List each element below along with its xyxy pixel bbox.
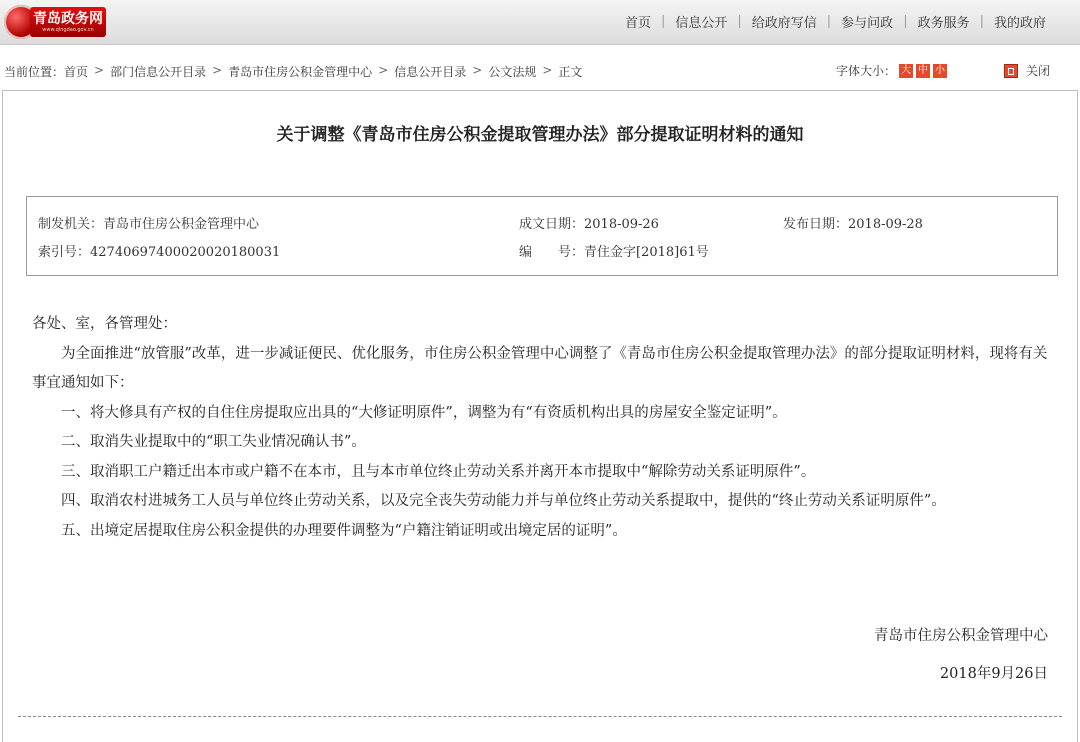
signature-org: 青岛市住房公积金管理中心	[874, 628, 1048, 644]
font-small-button[interactable]: 小	[935, 64, 946, 76]
meta-written-date: 成文日期：2018-09-26	[519, 217, 659, 232]
nav-info-public[interactable]: 信息公开	[675, 16, 728, 31]
top-header	[0, 0, 1080, 45]
signature-date: 2018年9月26日	[939, 666, 1048, 682]
meta-doc-no-value: 青住金字[2018]61号	[584, 245, 709, 260]
breadcrumb-regulations[interactable]: 公文法规	[488, 65, 537, 79]
meta-issuer: 制发机关：青岛市住房公积金管理中心	[38, 217, 260, 232]
breadcrumb-separator: >	[212, 63, 223, 77]
salutation: 各处、室，各管理处：	[32, 316, 177, 332]
breadcrumb-separator: >	[472, 63, 483, 77]
document-meta-box	[26, 196, 1058, 276]
nav-separator: |	[903, 14, 908, 29]
breadcrumb-bar	[0, 56, 1080, 88]
nav-my-government[interactable]: 我的政府	[993, 16, 1046, 31]
item-4: 四、取消农村进城务工人员与单位终止劳动关系，以及完全丧失劳动能力并与单位终止劳动关系提取中，提供的“终止劳动关系证明原件”。	[61, 493, 946, 509]
site-logo[interactable]	[4, 4, 110, 40]
font-size-control	[836, 62, 947, 79]
close-icon	[1004, 64, 1018, 78]
breadcrumb-home[interactable]: 首页	[64, 65, 89, 79]
meta-doc-no	[519, 241, 709, 260]
item-2: 二、取消失业提取中的“职工失业情况确认书”。	[61, 434, 366, 450]
nav-separator: |	[979, 14, 984, 29]
close-label: 关闭	[1026, 64, 1051, 78]
article-title: 关于调整《青岛市住房公积金提取管理办法》部分提取证明材料的通知	[276, 125, 804, 145]
nav-write-government[interactable]: 给政府写信	[751, 16, 817, 31]
dashed-divider	[18, 716, 1062, 717]
meta-doc-no-label: 编 号：	[519, 245, 585, 260]
item-3: 三、取消职工户籍迁出本市或户籍不在本市，且与本市单位终止劳动关系并离开本市提取中“解除劳动关系证明原件”。	[61, 463, 816, 480]
breadcrumb-separator: >	[542, 63, 553, 77]
breadcrumb-separator: >	[94, 63, 105, 77]
font-medium-button[interactable]: 中	[918, 64, 929, 76]
nav-separator: |	[737, 14, 742, 29]
meta-index-no: 索引号：42740697400020020180031	[38, 245, 281, 260]
breadcrumb	[4, 63, 582, 80]
logo-text: 青岛政务网	[33, 11, 103, 27]
article-body	[32, 310, 1052, 546]
nav-participate[interactable]: 参与问政	[841, 16, 894, 31]
breadcrumb-fund-center[interactable]: 青岛市住房公积金管理中心	[228, 65, 373, 79]
breadcrumb-info-catalog[interactable]: 信息公开目录	[394, 65, 467, 79]
meta-publish-date: 发布日期：2018-09-28	[783, 217, 923, 232]
item-1: 一、将大修具有产权的自住住房提取应出具的“大修证明原件”，调整为有“有资质机构出具的房屋安全鉴定证明”。	[61, 404, 787, 421]
logo-subtext: www.qingdao.gov.cn	[42, 27, 94, 33]
nav-separator: |	[826, 14, 832, 29]
close-button[interactable]	[1004, 62, 1050, 79]
item-5: 五、出境定居提取住房公积金提供的办理要件调整为“户籍注销证明或出境定居的证明”。	[61, 522, 627, 539]
nav-separator: |	[660, 14, 666, 29]
logo-banner	[30, 7, 106, 37]
font-size-label: 字体大小：	[836, 64, 897, 78]
intro-paragraph: 为全面推进“放管服”改革，进一步减证便民、优化服务，市住房公积金管理中心调整了《青岛市住房公积金提取管理办法》的部分提取证明材料，现将有关事宜通知如下：	[32, 345, 1048, 391]
breadcrumb-separator: >	[378, 63, 389, 77]
nav-services[interactable]: 政务服务	[917, 16, 970, 31]
nav-home[interactable]: 首页	[624, 16, 651, 31]
breadcrumb-dept-catalog[interactable]: 部门信息公开目录	[110, 65, 207, 79]
font-large-button[interactable]: 大	[901, 64, 912, 76]
breadcrumb-current: 正文	[558, 65, 583, 79]
breadcrumb-label: 当前位置：	[4, 65, 65, 79]
main-nav	[615, 12, 1056, 31]
